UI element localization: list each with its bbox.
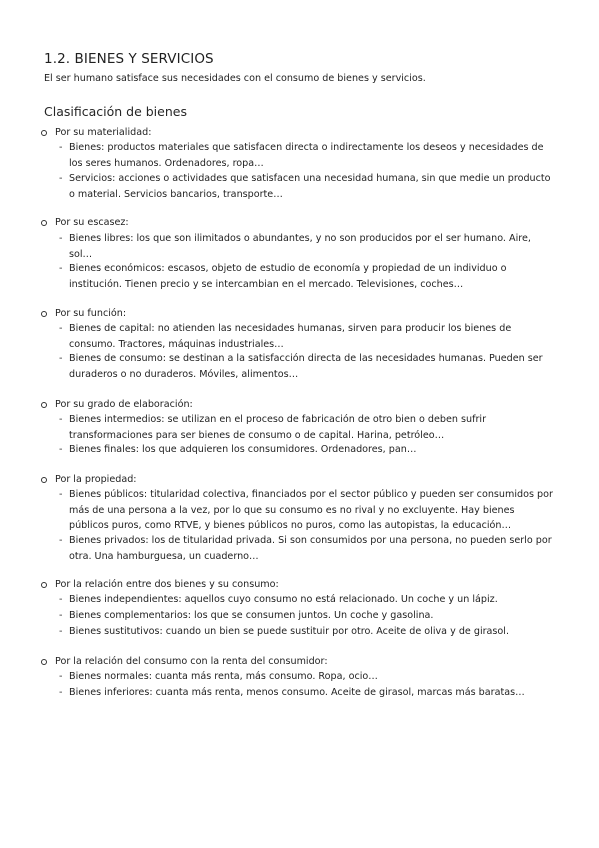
dash-bullet-icon: - <box>59 626 63 637</box>
circle-bullet-icon <box>41 659 47 665</box>
list-item-text: Bienes sustitutivos: cuando un bien se puede sustituir por otro. Aceite de oliva y de girasol. <box>69 626 510 637</box>
list-item-text: Bienes finales: los que adquieren los consumidores. Ordenadores, pan… <box>69 444 417 455</box>
dash-bullet-icon: - <box>59 173 63 184</box>
dash-bullet-icon: - <box>59 142 63 153</box>
circle-bullet-icon <box>41 220 47 226</box>
list-item-text: Servicios: acciones o actividades que satisfacen una necesidad humana, sin que medie un producto o material. Servicios bancarios, transporte… <box>69 173 551 200</box>
dash-bullet-icon: - <box>59 263 63 274</box>
list-item-text: Bienes de capital: no atienden las necesidades humanas, sirven para producir los bienes de consumo. Tractores, máquinas industriales… <box>69 323 512 350</box>
dash-bullet-icon: - <box>59 594 63 605</box>
intro-paragraph: El ser humano satisface sus necesidades con el consumo de bienes y servicios. <box>44 73 426 84</box>
list-item-text: Bienes complementarios: los que se consumen juntos. Un coche y gasolina. <box>69 610 434 621</box>
circle-bullet-icon <box>41 130 47 136</box>
dash-bullet-icon: - <box>59 489 63 500</box>
dash-bullet-icon: - <box>59 353 63 364</box>
dash-bullet-icon: - <box>59 233 63 244</box>
list-item-text: Bienes: productos materiales que satisfacen directa o indirectamente los deseos y necesidades de los seres humanos. Ordenadores, ropa… <box>69 142 544 169</box>
section-title: Por su materialidad: <box>55 127 152 138</box>
list-item-text: Bienes públicos: titularidad colectiva, financiados por el sector público y pueden ser consumidos por más de una persona a la vez, por lo que su consumo es no rival y no excluyente. Hay bienes públicos puros, como RTVE, y bienes públicos no puros, como las autopistas, la educación… <box>69 489 553 532</box>
list-item-text: Bienes económicos: escasos, objeto de estudio de economía y propiedad de un individuo o institución. Tienen precio y se intercambian en el mercado. Televisiones, coches… <box>69 263 507 290</box>
subheading: Clasificación de bienes <box>44 104 187 119</box>
dash-bullet-icon: - <box>59 414 63 425</box>
list-item-text: Bienes libres: los que son ilimitados o abundantes, y no son producidos por el ser humano. Aire, sol… <box>69 233 531 260</box>
circle-bullet-icon <box>41 402 47 408</box>
dash-bullet-icon: - <box>59 323 63 334</box>
dash-bullet-icon: - <box>59 610 63 621</box>
list-item-text: Bienes normales: cuanta más renta, más consumo. Ropa, ocio… <box>69 671 378 682</box>
list-item-text: Bienes intermedios: se utilizan en el proceso de fabricación de otro bien o deben sufrir transformaciones para ser bienes de consumo o de capital. Harina, petróleo… <box>69 414 487 441</box>
section-title: Por la propiedad: <box>55 474 137 485</box>
dash-bullet-icon: - <box>59 687 63 698</box>
section-title: Por la relación entre dos bienes y su consumo: <box>55 579 279 590</box>
dash-bullet-icon: - <box>59 671 63 682</box>
list-item-text: Bienes privados: los de titularidad privada. Si son consumidos por una persona, no pueden serlo por otra. Una hamburguesa, un cuaderno… <box>69 535 552 562</box>
section-heading: 1.2. BIENES Y SERVICIOS <box>44 51 214 67</box>
circle-bullet-icon <box>41 311 47 317</box>
dash-bullet-icon: - <box>59 535 63 546</box>
list-item-text: Bienes de consumo: se destinan a la satisfacción directa de las necesidades humanas. Pueden ser duraderos o no duraderos. Móviles, alimentos… <box>69 353 543 380</box>
list-item-text: Bienes independientes: aquellos cuyo consumo no está relacionado. Un coche y un lápiz. <box>69 594 498 605</box>
circle-bullet-icon <box>41 582 47 588</box>
list-item-text: Bienes inferiores: cuanta más renta, menos consumo. Aceite de girasol, marcas más baratas… <box>69 687 525 698</box>
section-title: Por su escasez: <box>55 217 129 228</box>
circle-bullet-icon <box>41 477 47 483</box>
section-title: Por la relación del consumo con la renta del consumidor: <box>55 656 328 667</box>
section-title: Por su grado de elaboración: <box>55 399 193 410</box>
dash-bullet-icon: - <box>59 444 63 455</box>
section-title: Por su función: <box>55 308 127 319</box>
